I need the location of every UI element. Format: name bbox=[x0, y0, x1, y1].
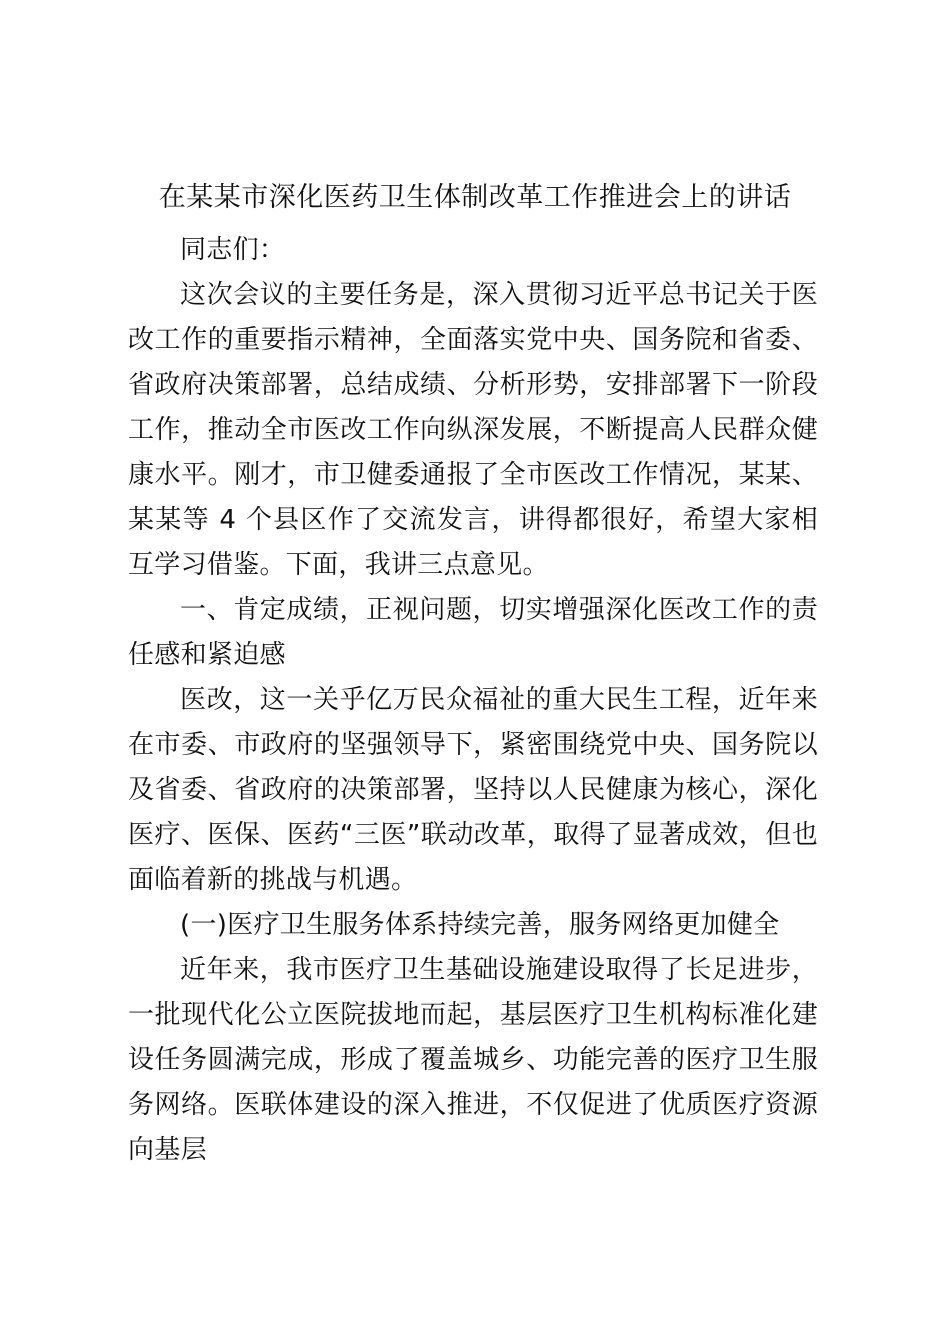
salutation: 同志们： bbox=[180, 235, 286, 265]
subsection-heading-1: (一)医疗卫生服务体系持续完善，服务网络更加健全 bbox=[180, 910, 780, 940]
paragraph-section-1: 医改，这一关乎亿万民众福祉的重大民生工程，近年来在市委、市政府的坚强领导下，紧密围绕党中央、国务院以及省委、省政府的决策部署，坚持以人民健康为核心，深化医疗、医保、医药“三医”联动改革，取得了显著成效，但也面临着新的挑战与机遇。 bbox=[128, 685, 818, 895]
section-heading-1: 一、肯定成绩，正视问题，切实增强深化医改工作的责任感和紧迫感 bbox=[128, 595, 818, 670]
document-body bbox=[128, 228, 818, 1173]
paragraph-intro: 这次会议的主要任务是，深入贯彻习近平总书记关于医改工作的重要指示精神，全面落实党中央、国务院和省委、省政府决策部署，总结成绩、分析形势，安排部署下一阶段工作，推动全市医改工作向纵深发展，不断提高人民群众健康水平。刚才，市卫健委通报了全市医改工作情况，某某、某某等 4 个县区作了交流发言，讲得都很好，希望大家相互学习借鉴。下面，我讲三点意见。 bbox=[128, 280, 818, 580]
paragraph-subsection-1: 近年来，我市医疗卫生基础设施建设取得了长足进步，一批现代化公立医院拔地而起，基层医疗卫生机构标准化建设任务圆满完成，形成了覆盖城乡、功能完善的医疗卫生服务网络。医联体建设的深入推进，不仅促进了优质医疗资源向基层 bbox=[128, 955, 818, 1165]
document-title: 在某某市深化医药卫生体制改革工作推进会上的讲话 bbox=[158, 182, 792, 213]
